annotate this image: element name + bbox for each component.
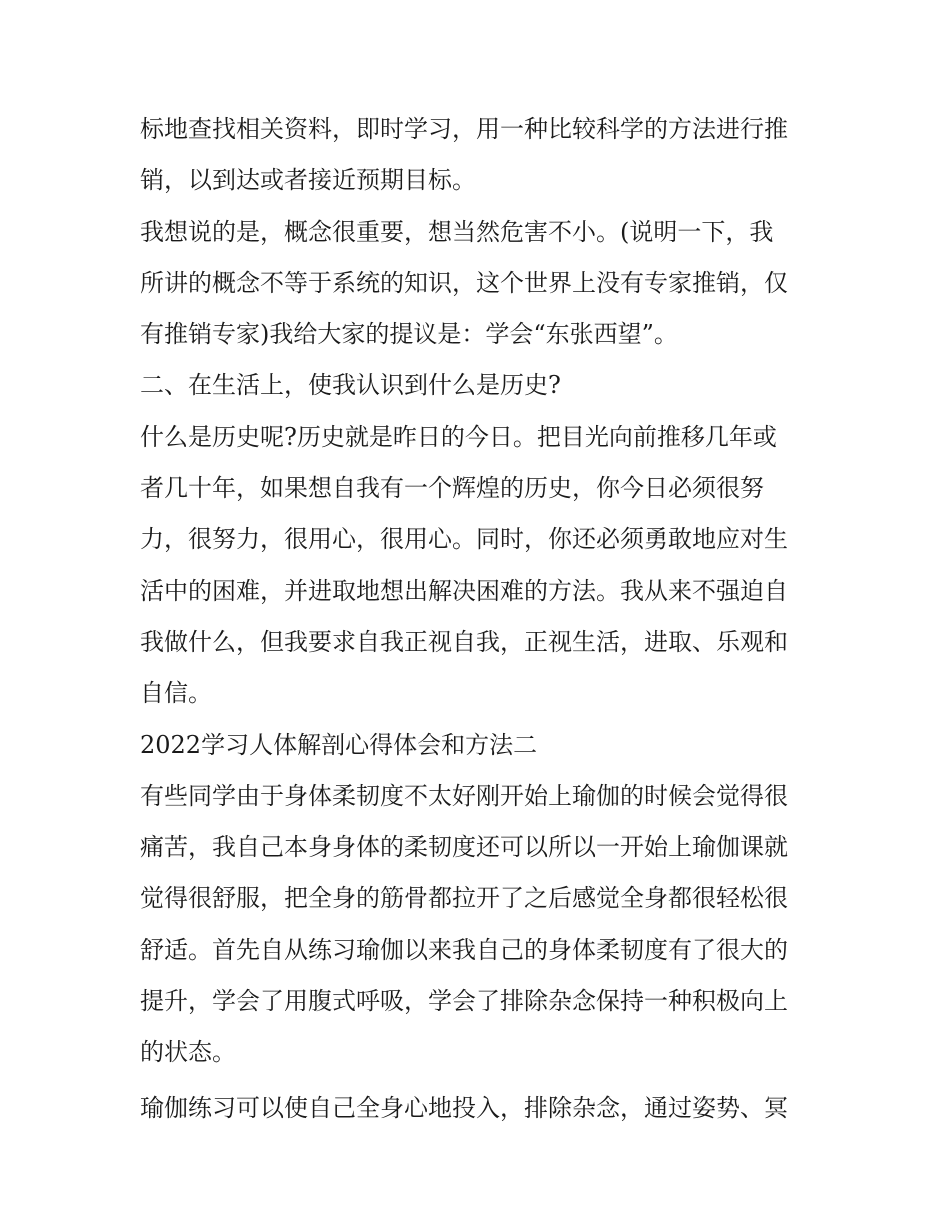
text-line: 我想说的是，概念很重要，想当然危害不小。(说明一下，我	[140, 217, 774, 246]
text-line: 提升，学会了用腹式呼吸，学会了排除杂念保持一种积极向上	[140, 987, 788, 1016]
text-line: 标地查找相关资料，即时学习，用一种比较科学的方法进行推	[140, 115, 788, 143]
text-line: 痛苦，我自己本身身体的柔韧度还可以所以一开始上瑜伽课就	[140, 833, 788, 862]
text-line: 者几十年，如果想自我有一个辉煌的历史，你今日必须很努	[140, 474, 764, 503]
text-line: 觉得很舒服，把全身的筋骨都拉开了之后感觉全身都很轻松很	[140, 884, 788, 913]
text-line: 力，很努力，很用心，很用心。同时，你还必须勇敢地应对生	[140, 525, 788, 554]
article-title: 2022学习人体解剖心得体会和方法二	[140, 730, 538, 759]
text-line: 所讲的概念不等于系统的知识，这个世界上没有专家推销，仅	[140, 268, 788, 297]
section-heading: 二、在生活上，使我认识到什么是历史?	[140, 371, 561, 400]
document-body	[140, 104, 820, 1135]
text-line: 销，以到达或者接近预期目标。	[140, 166, 476, 195]
text-line: 有推销专家)我给大家的提议是：学会“东张西望”。	[140, 320, 678, 349]
text-line: 瑜伽练习可以使自己全身心地投入，排除杂念，通过姿势、冥	[140, 1094, 788, 1123]
text-line: 活中的困难，并进取地想出解决困难的方法。我从来不强迫自	[140, 576, 788, 605]
text-line: 我做什么，但我要求自我正视自我，正视生活，进取、乐观和	[140, 627, 788, 656]
text-line: 的状态。	[140, 1038, 236, 1067]
text-line: 舒适。首先自从练习瑜伽以来我自己的身体柔韧度有了很大的	[140, 935, 788, 964]
text-line: 自信。	[140, 679, 212, 708]
text-line: 什么是历史呢?历史就是昨日的今日。把目光向前推移几年或	[140, 422, 777, 451]
text-line: 有些同学由于身体柔韧度不太好刚开始上瑜伽的时候会觉得很	[140, 781, 788, 810]
